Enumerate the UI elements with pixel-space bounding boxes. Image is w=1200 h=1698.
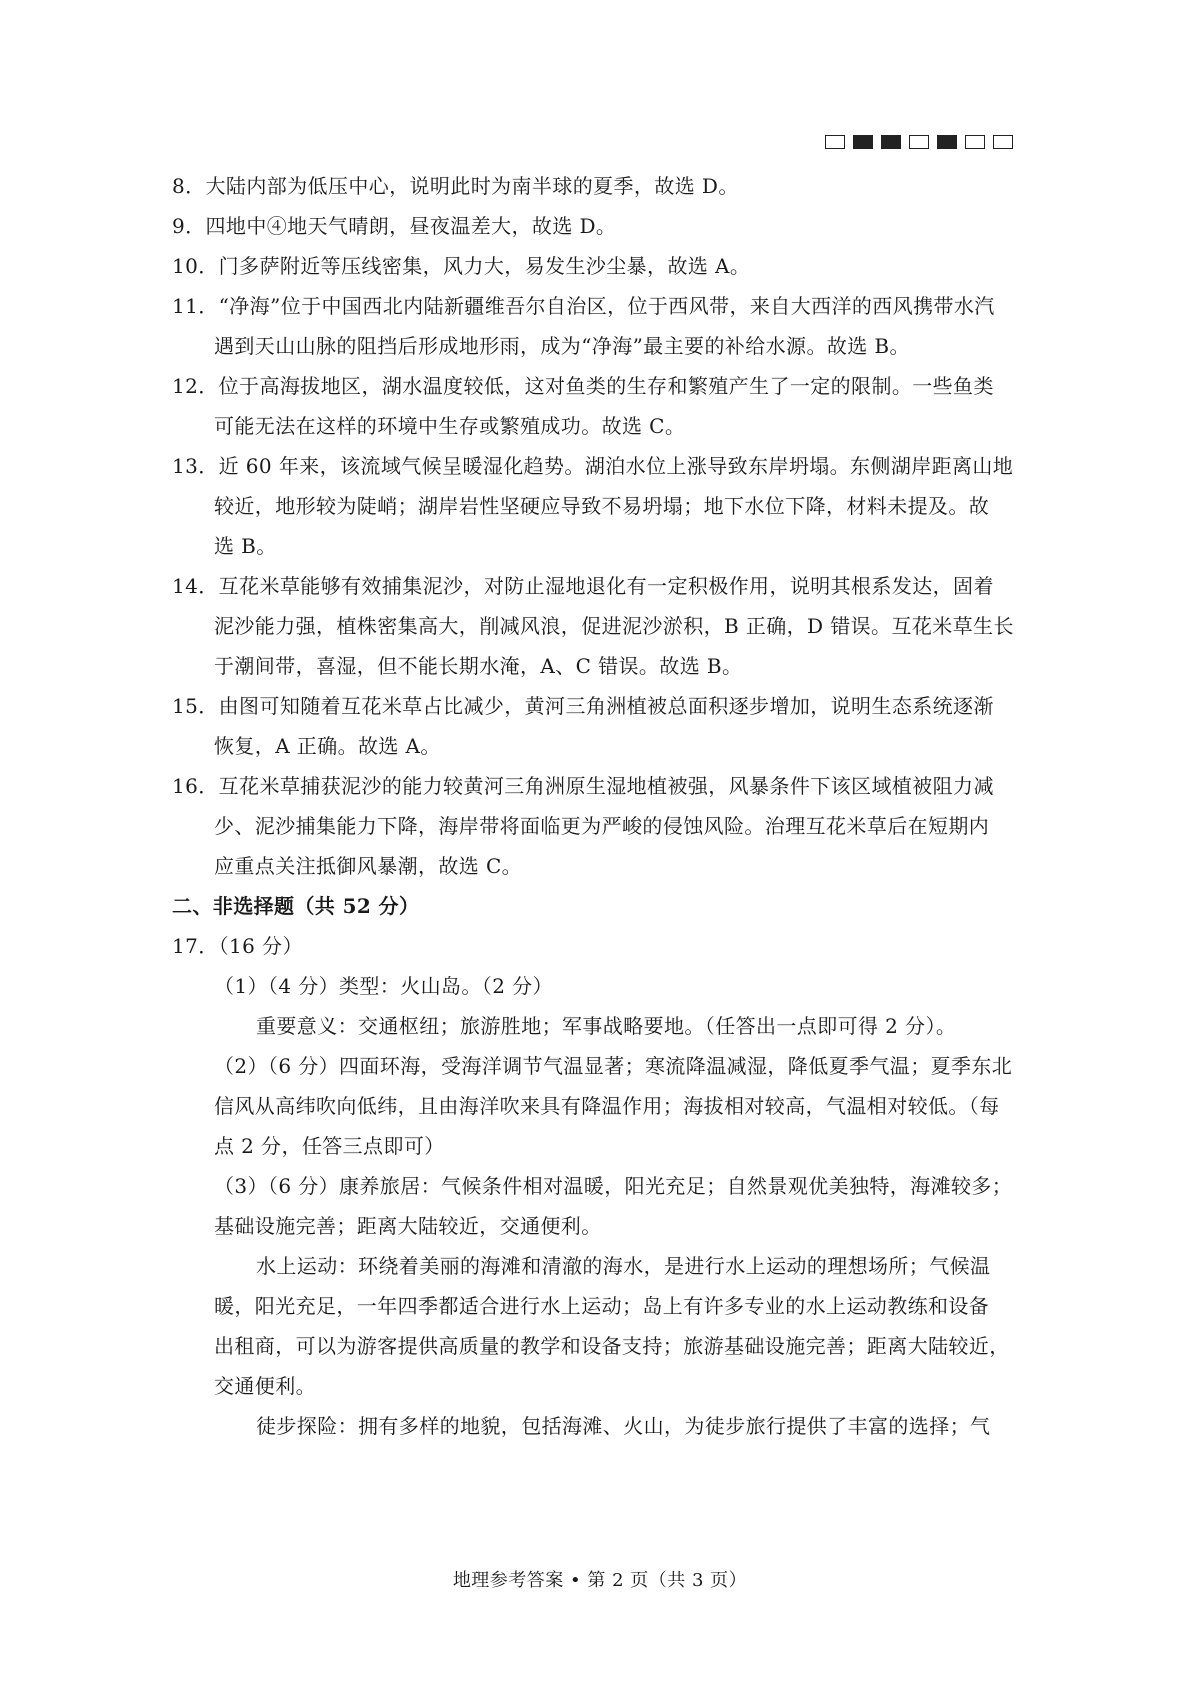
- header-marks: [825, 135, 1013, 149]
- text-line: 16．互花米草捕获泥沙的能力较黄河三角洲原生湿地植被强，风暴条件下该区域植被阻力减: [172, 774, 994, 798]
- text-line: （2）（6 分）四面环海，受海洋调节气温显著；寒流降温减湿，降低夏季气温；夏季东北: [214, 1054, 1013, 1078]
- text-line: 10．门多萨附近等压线密集，风力大，易发生沙尘暴，故选 A。: [172, 254, 751, 278]
- text-line: 9．四地中④地天气晴朗，昼夜温差大，故选 D。: [172, 214, 617, 238]
- text-line: 于潮间带，喜湿，但不能长期水淹，A、C 错误。故选 B。: [214, 654, 743, 678]
- text-line: （3）（6 分）康养旅居：气候条件相对温暖，阳光充足；自然景观优美独特，海滩较多；: [214, 1174, 1013, 1198]
- text-line: 恢复，A 正确。故选 A。: [214, 734, 441, 758]
- text-line: 少、泥沙捕集能力下降，海岸带将面临更为严峻的侵蚀风险。治理互花米草后在短期内: [214, 814, 990, 838]
- text-line: 8．大陆内部为低压中心，说明此时为南半球的夏季，故选 D。: [172, 174, 739, 198]
- text-line: 15．由图可知随着互花米草占比减少，黄河三角洲植被总面积逐步增加，说明生态系统逐渐: [172, 694, 994, 718]
- text-line: 出租商，可以为游客提供高质量的教学和设备支持；旅游基础设施完善；距离大陆较近，: [214, 1334, 1010, 1358]
- text-line: 点 2 分，任答三点即可）: [214, 1134, 445, 1158]
- text-line: 暖，阳光充足，一年四季都适合进行水上运动；岛上有许多专业的水上运动教练和设备: [214, 1294, 990, 1318]
- text-line: 可能无法在这样的环境中生存或繁殖成功。故选 C。: [214, 414, 686, 438]
- header-mark-2: [881, 135, 901, 149]
- text-line: 水上运动：环绕着美丽的海滩和清澈的海水，是进行水上运动的理想场所；气候温: [256, 1254, 991, 1278]
- header-mark-4: [937, 135, 957, 149]
- text-line: 选 B。: [214, 534, 277, 558]
- header-mark-1: [853, 135, 873, 149]
- answer-content: [172, 166, 1032, 1446]
- text-line: 14．互花米草能够有效捕集泥沙，对防止湿地退化有一定积极作用，说明其根系发达，固着: [172, 574, 994, 598]
- text-line: （1）（4 分）类型：火山岛。（2 分）: [214, 974, 553, 998]
- text-line: 信风从高纬吹向低纬，且由海洋吹来具有降温作用；海拔相对较高，气温相对较低。（每: [214, 1094, 1000, 1118]
- text-line: 应重点关注抵御风暴潮，故选 C。: [214, 854, 523, 878]
- text-line: 基础设施完善；距离大陆较近，交通便利。: [214, 1214, 602, 1238]
- header-mark-5: [965, 135, 985, 149]
- text-line: 交通便利。: [214, 1374, 316, 1398]
- text-line: 重要意义：交通枢纽；旅游胜地；军事战略要地。（任答出一点即可得 2 分）。: [256, 1014, 957, 1038]
- header-mark-6: [993, 135, 1013, 149]
- page-footer: 地理参考答案 • 第 2 页（共 3 页）: [452, 1570, 748, 1591]
- text-line: 徒步探险：拥有多样的地貌，包括海滩、火山，为徒步旅行提供了丰富的选择；气: [256, 1414, 991, 1438]
- text-line: 11．“净海”位于中国西北内陆新疆维吾尔自治区，位于西风带，来自大西洋的西风携带水汽: [172, 294, 995, 318]
- header-mark-0: [825, 135, 845, 149]
- text-line: 较近，地形较为陡峭；湖岸岩性坚硬应导致不易坍塌；地下水位下降，材料未提及。故: [214, 494, 990, 518]
- header-mark-3: [909, 135, 929, 149]
- text-line: 泥沙能力强，植株密集高大，削减风浪，促进泥沙淤积，B 正确，D 错误。互花米草生长: [214, 614, 1014, 638]
- text-line: 遇到天山山脉的阻挡后形成地形雨，成为“净海”最主要的补给水源。故选 B。: [214, 334, 910, 358]
- text-line: 12．位于高海拔地区，湖水温度较低，这对鱼类的生存和繁殖产生了一定的限制。一些鱼类: [172, 374, 994, 398]
- section-heading: 二、非选择题（共 52 分）: [172, 894, 420, 918]
- text-line: 13．近 60 年来，该流域气候呈暖湿化趋势。湖泊水位上涨导致东岸坍塌。东侧湖岸距离山地: [172, 454, 1014, 478]
- text-line: 17．（16 分）: [172, 934, 303, 958]
